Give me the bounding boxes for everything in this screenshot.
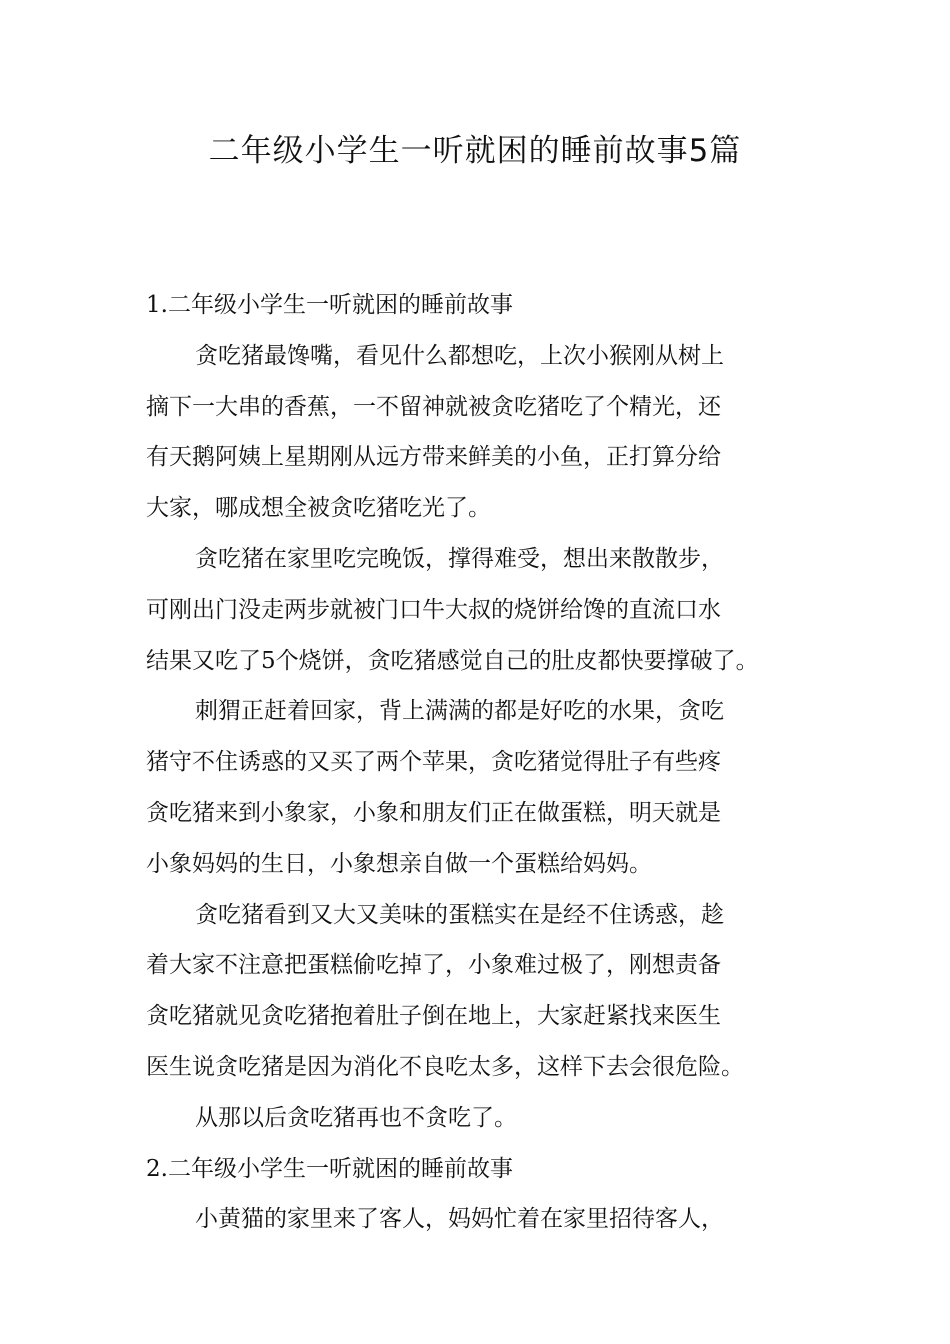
body-line: 结果又吃了5个烧饼，贪吃猪感觉自己的肚皮都快要撑破了。 [146,647,759,674]
document-title: 二年级小学生一听就困的睡前故事5篇 [208,133,742,169]
body-line: 贪吃猪就见贪吃猪抱着肚子倒在地上，大家赶紧找来医生 [146,1003,721,1030]
body-line: 贪吃猪来到小象家，小象和朋友们正在做蛋糕，明天就是 [146,799,721,826]
body-line: 摘下一大串的香蕉，一不留神就被贪吃猪吃了个精光，还 [146,393,721,420]
body-line: 可刚出门没走两步就被门口牛大叔的烧饼给馋的直流口水 [146,596,721,623]
body-line: 医生说贪吃猪是因为消化不良吃太多，这样下去会很危险。 [146,1053,744,1080]
body-line: 有天鹅阿姨上星期刚从远方带来鲜美的小鱼，正打算分给 [146,444,721,471]
document-body [146,280,826,1245]
body-line: 从那以后贪吃猪再也不贪吃了。 [195,1104,517,1131]
section-heading-1: 1.二年级小学生一听就困的睡前故事 [146,292,513,318]
body-line: 着大家不注意把蛋糕偷吃掉了，小象难过极了，刚想责备 [146,952,721,979]
body-line: 大家，哪成想全被贪吃猪吃光了。 [146,495,491,522]
body-line: 猪守不住诱惑的又买了两个苹果，贪吃猪觉得肚子有些疼 [146,749,721,776]
body-line: 贪吃猪最馋嘴，看见什么都想吃，上次小猴刚从树上 [195,342,724,369]
body-line: 小象妈妈的生日，小象想亲自做一个蛋糕给妈妈。 [146,850,652,877]
body-line: 小黄猫的家里来了客人，妈妈忙着在家里招待客人， [195,1206,724,1233]
body-line: 贪吃猪看到又大又美味的蛋糕实在是经不住诱惑，趁 [195,901,724,928]
section-heading-2: 2.二年级小学生一听就困的睡前故事 [146,1155,513,1182]
body-line: 刺猬正赶着回家，背上满满的都是好吃的水果，贪吃 [195,698,724,725]
body-line: 贪吃猪在家里吃完晚饭，撑得难受，想出来散散步， [195,545,724,572]
